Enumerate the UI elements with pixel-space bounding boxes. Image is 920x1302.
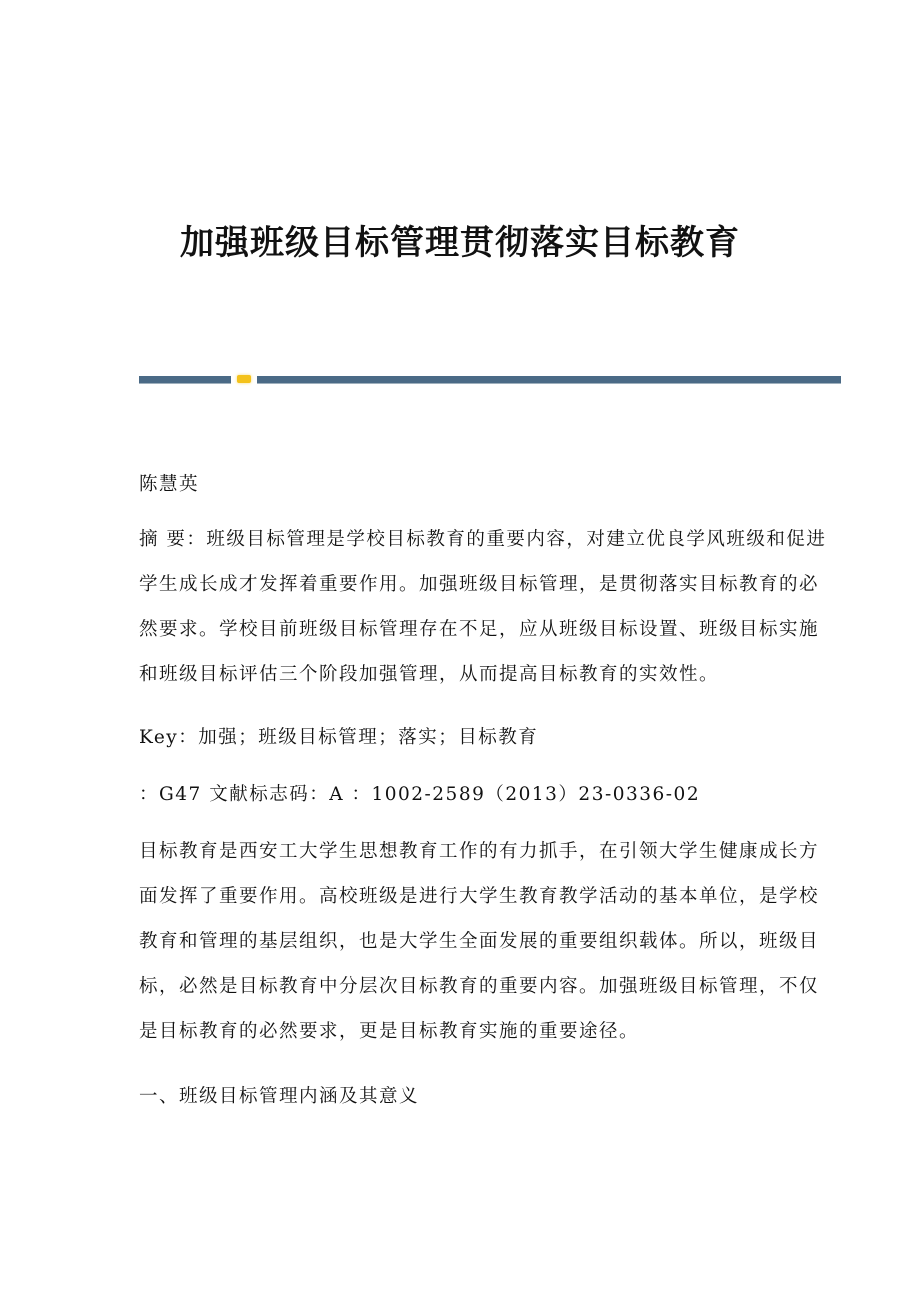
classification-info: ：G47 文献标志码：A ：1002-2589（2013）23-0336-02: [139, 784, 701, 805]
divider-bar-left: [139, 376, 231, 384]
abstract-line: 学生成长成才发挥着重要作用。加强班级目标管理，是贯彻落实目标教育的必: [139, 574, 820, 595]
abstract-line: 摘 要：班级目标管理是学校目标教育的重要内容，对建立优良学风班级和促进: [139, 529, 827, 550]
divider-ornament-icon: [237, 375, 251, 383]
abstract-line: 和班级目标评估三个阶段加强管理，从而提高目标教育的实效性。: [139, 664, 720, 685]
body-line: 面发挥了重要作用。高校班级是进行大学生教育教学活动的基本单位，是学校: [139, 886, 820, 907]
keywords: Key：加强；班级目标管理；落实；目标教育: [139, 727, 539, 748]
title-divider: [139, 375, 841, 384]
document-title: 加强班级目标管理贯彻落实目标教育: [180, 223, 740, 263]
author: 陈慧英: [139, 474, 200, 495]
body-line: 目标教育是西安工大学生思想教育工作的有力抓手，在引领大学生健康成长方: [139, 841, 820, 862]
section-heading: 一、班级目标管理内涵及其意义: [139, 1086, 420, 1107]
body-line: 是目标教育的必然要求，更是目标教育实施的重要途径。: [139, 1021, 640, 1042]
divider-bar-right: [257, 376, 841, 384]
body-line: 标，必然是目标教育中分层次目标教育的重要内容。加强班级目标管理，不仅: [139, 976, 820, 997]
abstract-line: 然要求。学校目前班级目标管理存在不足，应从班级目标设置、班级目标实施: [139, 619, 820, 640]
body-line: 教育和管理的基层组织，也是大学生全面发展的重要组织载体。所以，班级目: [139, 931, 820, 952]
